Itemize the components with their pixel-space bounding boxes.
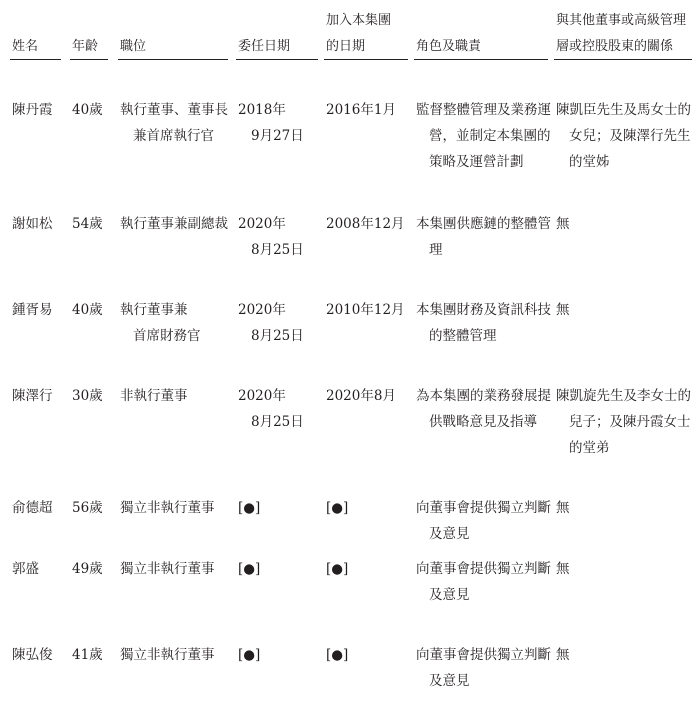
row-6-appointed: [●] (238, 561, 261, 577)
row-4-appointed-line2: 8月25日 (251, 414, 304, 430)
row-2-appointed (238, 211, 304, 263)
row-7-joined: [●] (326, 647, 349, 663)
row-2-age: 54歲 (72, 216, 103, 232)
row-7-role-line1: 向董事會提供獨立判斷 (416, 647, 551, 663)
header-appointed: 委任日期 (238, 39, 291, 54)
row-1-role-line1: 監督整體管理及業務運 (416, 102, 551, 118)
row-3-name: 鍾胥易 (12, 302, 53, 318)
row-5-role-line2: 及意見 (429, 526, 470, 542)
row-3-role (416, 297, 551, 349)
row-5-name: 俞德超 (12, 500, 53, 516)
row-4-relation-line2: 兒子；及陳丹霞女士 (569, 414, 691, 430)
row-3-position (120, 297, 201, 349)
row-1-role-line3: 策略及運營計劃 (429, 154, 524, 170)
row-4-position-line1: 非執行董事 (120, 388, 188, 404)
row-3-appointed (238, 297, 304, 349)
row-1-age: 40歲 (72, 102, 103, 118)
header-position: 職位 (120, 39, 147, 54)
row-2-name: 謝如松 (12, 216, 53, 232)
row-7-name: 陳弘俊 (12, 647, 53, 663)
row-5-joined: [●] (326, 500, 349, 516)
header-relation-line1: 與其他董事或高級管理 (556, 13, 687, 28)
row-4-appointed-line1: 2020年 (238, 388, 286, 404)
header-relation (556, 12, 686, 56)
header-rule-relation (554, 59, 692, 60)
header-relation-line2: 層或控股股東的關係 (556, 39, 674, 54)
row-5-position: 獨立非執行董事 (120, 500, 215, 516)
row-1-position (120, 97, 228, 149)
row-6-role-line1: 向董事會提供獨立判斷 (416, 561, 551, 577)
row-5-age: 56歲 (72, 500, 103, 516)
header-name: 姓名 (12, 39, 39, 54)
header-rule-position (118, 59, 228, 60)
row-7-age: 41歲 (72, 647, 103, 663)
row-4-name: 陳澤行 (12, 388, 53, 404)
header-joined-line1: 加入本集團 (326, 13, 392, 28)
row-1-joined: 2016年1月 (326, 102, 396, 118)
row-6-role (416, 556, 551, 608)
row-4-relation-line1: 陳凱旋先生及李女士的 (556, 388, 691, 404)
header-age: 年齡 (72, 39, 99, 54)
row-6-name: 郭盛 (12, 561, 39, 577)
header-role: 角色及職責 (416, 39, 482, 54)
row-5-role (416, 495, 551, 547)
row-4-relation (556, 383, 691, 461)
row-3-appointed-line1: 2020年 (238, 302, 286, 318)
row-5-appointed: [●] (238, 500, 261, 516)
header-joined-line2: 的日期 (326, 39, 366, 54)
row-7-role-line2: 及意見 (429, 673, 470, 689)
header-rule-age (70, 59, 108, 60)
row-3-role-line2: 的整體管理 (429, 328, 497, 344)
row-3-role-line1: 本集團財務及資訊科技 (416, 302, 551, 318)
row-1-position-line2: 兼首席執行官 (133, 128, 214, 144)
header-joined (326, 12, 391, 56)
header-rule-joined (324, 59, 408, 60)
row-2-role (416, 211, 551, 263)
row-5-role-line1: 向董事會提供獨立判斷 (416, 500, 551, 516)
row-7-appointed: [●] (238, 647, 261, 663)
row-6-position: 獨立非執行董事 (120, 561, 215, 577)
row-2-joined: 2008年12月 (326, 216, 405, 232)
row-3-appointed-line2: 8月25日 (251, 328, 304, 344)
row-1-appointed (238, 97, 304, 149)
row-4-role (416, 383, 551, 435)
row-2-relation: 無 (556, 216, 570, 232)
row-6-age: 49歲 (72, 561, 103, 577)
header-rule-name (10, 59, 61, 60)
row-1-role-line2: 營，並制定本集團的 (429, 128, 551, 144)
row-1-relation-line3: 的堂姊 (569, 154, 610, 170)
row-3-joined: 2010年12月 (326, 302, 405, 318)
row-1-relation-line2: 女兒；及陳澤行先生 (569, 128, 691, 144)
row-3-age: 40歲 (72, 302, 103, 318)
row-2-position (120, 211, 228, 237)
row-1-appointed-line1: 2018年 (238, 102, 286, 118)
row-2-appointed-line2: 8月25日 (251, 242, 304, 258)
row-3-position-line2: 首席財務官 (133, 328, 201, 344)
row-2-role-line1: 本集團供應鏈的整體管 (416, 216, 551, 232)
row-1-role (416, 97, 551, 175)
row-7-position: 獨立非執行董事 (120, 647, 215, 663)
row-4-role-line1: 為本集團的業務發展提 (416, 388, 551, 404)
row-3-relation: 無 (556, 302, 570, 318)
row-4-joined: 2020年8月 (326, 388, 396, 404)
row-7-role (416, 642, 551, 694)
row-1-relation (556, 97, 691, 175)
header-rule-role (414, 59, 548, 60)
row-5-relation: 無 (556, 500, 570, 516)
row-1-name: 陳丹霞 (12, 102, 53, 118)
row-1-appointed-line2: 9月27日 (251, 128, 304, 144)
row-6-joined: [●] (326, 561, 349, 577)
row-4-role-line2: 供戰略意見及指導 (429, 414, 537, 430)
row-2-role-line2: 理 (429, 242, 443, 258)
row-3-position-line1: 執行董事兼 (120, 302, 188, 318)
row-4-appointed (238, 383, 304, 435)
row-1-position-line1: 執行董事、董事長 (120, 102, 228, 118)
row-1-relation-line1: 陳凱臣先生及馬女士的 (556, 102, 691, 118)
row-2-position-line1: 執行董事兼副總裁 (120, 216, 228, 232)
row-6-relation: 無 (556, 561, 570, 577)
row-2-appointed-line1: 2020年 (238, 216, 286, 232)
row-6-role-line2: 及意見 (429, 587, 470, 603)
row-7-relation: 無 (556, 647, 570, 663)
row-4-age: 30歲 (72, 388, 103, 404)
header-rule-appointed (236, 59, 318, 60)
row-4-position (120, 383, 188, 409)
row-4-relation-line3: 的堂弟 (569, 440, 610, 456)
